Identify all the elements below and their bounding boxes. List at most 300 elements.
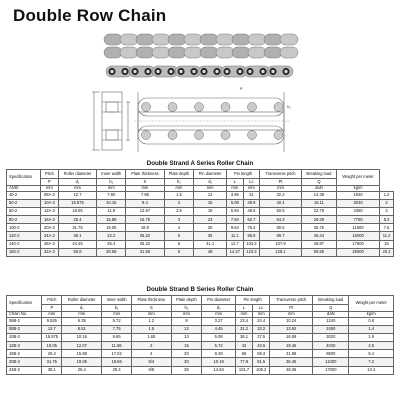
table-row	[7, 191, 394, 199]
table-cell: 32A-2	[41, 248, 59, 256]
table-cell: 25.22	[126, 232, 164, 240]
header-inner: Inner width	[102, 296, 132, 305]
table-cell: 31.55	[126, 248, 164, 256]
table-cell: 11000	[313, 358, 349, 366]
header-weight: Weight per meter	[337, 170, 380, 186]
table-cell: 36.45	[270, 358, 313, 366]
table-cell: 10.24	[270, 317, 313, 325]
table-cell: 5.2	[380, 216, 394, 224]
table-cell: 2.5	[164, 207, 194, 215]
table-cell: 5.94	[226, 207, 243, 215]
sym-breaking: Q	[313, 305, 349, 312]
table-cell: 23.4	[235, 317, 252, 325]
chain-plate	[152, 34, 170, 45]
table-cell: 7.75	[102, 325, 132, 333]
table-cell: 8	[171, 317, 202, 325]
table-cell: 12.7	[42, 325, 62, 333]
table-cell: 14.63	[202, 366, 236, 374]
table-cell: 106.2	[253, 366, 270, 374]
table-cell: 99.7	[260, 232, 302, 240]
roller-pin	[248, 103, 257, 112]
unit-breaking: daN	[313, 311, 349, 317]
sym-pin-diameter: d₂	[194, 179, 227, 186]
header-ansi: ANSI	[7, 185, 41, 191]
table-cell: 123.3	[243, 248, 260, 256]
table-cell: 64.3	[260, 216, 302, 224]
table-cell: 31	[243, 191, 260, 199]
table-cell: 24B-2	[7, 366, 42, 374]
table-cell: 15.88	[97, 216, 126, 224]
table-cell: 9.4	[126, 199, 164, 207]
header-breaking: Breaking load	[301, 170, 336, 179]
table-cell: 5.08	[202, 333, 236, 341]
chain-plate	[120, 34, 138, 45]
table-cell: 95.8	[243, 232, 260, 240]
table-cell: 10.16	[62, 333, 102, 341]
chain-link	[106, 66, 132, 77]
table-cell: 1.5	[164, 191, 194, 199]
table-cell: 32.2	[260, 191, 302, 199]
table-cell: 14.27	[226, 248, 243, 256]
table-cell: 68	[235, 350, 252, 358]
table-cell: 20	[171, 350, 202, 358]
unit-pitch: mm	[42, 311, 62, 317]
table-cell: 6	[164, 240, 194, 248]
unit-inner: mm	[97, 185, 126, 191]
table-cell: 2490	[313, 325, 349, 333]
chain-photo	[100, 30, 300, 82]
table-cell: 50-2	[7, 199, 41, 207]
table-cell: 0.8	[349, 317, 394, 325]
table-cell: 19.56	[102, 358, 132, 366]
table-cell: 38.1	[58, 232, 97, 240]
table-cell: 41.1	[194, 240, 227, 248]
chain-plate	[104, 47, 122, 58]
chain-plate	[136, 34, 154, 45]
chain-plate	[280, 34, 298, 45]
table-cell: 15.875	[42, 333, 62, 341]
table-cell: 3040	[337, 199, 380, 207]
header-chain-no: Chain No.	[7, 311, 42, 317]
table-cell: 19.05	[97, 224, 126, 232]
table-cell: 25.22	[126, 240, 164, 248]
table-cell: 5.72	[102, 317, 132, 325]
table-cell: 7.94	[226, 216, 243, 224]
chain-plate	[248, 47, 266, 58]
table-cell: 3020	[313, 333, 349, 341]
table-cell: 8.51	[62, 325, 102, 333]
table-cell: 13.92	[270, 325, 313, 333]
table-row	[7, 325, 394, 333]
table-cell: 38.1	[42, 366, 62, 374]
chain-plate	[104, 34, 122, 45]
table-cell: 2	[132, 342, 172, 350]
table-cell: 24A-2	[41, 232, 59, 240]
table-cell: 9.54	[226, 224, 243, 232]
header-weight: Weight per meter	[349, 296, 394, 312]
header-transverse: Transverse pitch	[270, 296, 313, 305]
sym-roller: d₁	[58, 179, 97, 186]
table-cell: 5/4	[132, 358, 172, 366]
table-cell: 44.45	[58, 240, 97, 248]
table-cell: 24.4	[253, 317, 270, 325]
table-cell: 4380	[337, 207, 380, 215]
table-cell: 6/5	[132, 366, 172, 374]
unit-transverse: mm	[270, 311, 313, 317]
table-cell: 5.72	[202, 342, 236, 350]
table-cell: 9.525	[42, 317, 62, 325]
unit-plate-depth: mm	[164, 185, 194, 191]
table-cell: 43.6	[253, 342, 270, 350]
chain-plate	[184, 34, 202, 45]
table-cell: 17000	[313, 366, 349, 374]
roller-pin	[168, 131, 177, 140]
table-cell: 31.2	[235, 325, 252, 333]
header-roller: Roller diameter	[62, 296, 102, 305]
table-cell: 12B-2	[7, 342, 42, 350]
table-row	[7, 350, 394, 358]
chain-plate	[216, 47, 234, 58]
table-cell: 120-2	[7, 232, 41, 240]
table-cell: 25000	[337, 248, 380, 256]
table-cell: 15	[171, 342, 202, 350]
table-row	[7, 248, 394, 256]
table-row	[7, 333, 394, 341]
table-cell: 31.75	[42, 358, 62, 366]
table-cell: 20B-2	[7, 358, 42, 366]
table-row	[7, 232, 394, 240]
table-cell: 15.88	[62, 350, 102, 358]
table-cell: 1.9	[349, 333, 394, 341]
table-cell: 48.6	[243, 207, 260, 215]
table-cell: 12.7	[226, 240, 243, 248]
table-cell: 2	[380, 199, 394, 207]
unit-pin-lc: mm	[253, 311, 270, 317]
table-cell: 7.6	[380, 224, 394, 232]
table-cell: 11.9	[97, 207, 126, 215]
table-cell: 16000	[337, 232, 380, 240]
chain-link	[198, 66, 224, 77]
table-cell: 20.2	[380, 248, 394, 256]
header-inner: Inner width	[97, 170, 126, 179]
table-cell: 15	[380, 240, 394, 248]
chain-plate	[168, 47, 186, 58]
table-cell: 11.68	[102, 342, 132, 350]
table-cell: 5.08	[226, 199, 243, 207]
table-cell: 45.44	[301, 232, 336, 240]
table-cell: 1.4	[349, 325, 394, 333]
table-cell: 2	[164, 199, 194, 207]
table-cell: 48.36	[270, 366, 313, 374]
table-cell: 50.5	[260, 207, 302, 215]
table-cell: 40.4	[260, 199, 302, 207]
table-b	[6, 295, 394, 375]
table-cell: 5.4	[349, 350, 394, 358]
table-cell: 10.16	[97, 199, 126, 207]
table-row	[7, 366, 394, 374]
table-cell: 19.05	[62, 358, 102, 366]
table-cell: 4	[132, 350, 172, 358]
unit-roller: mm	[58, 185, 97, 191]
sym-plate-thickness: S	[126, 179, 164, 186]
header-pin-length: Pin length	[235, 296, 269, 305]
svg-text:P: P	[240, 86, 243, 91]
table-cell: 12.07	[62, 342, 102, 350]
unit-weight: kg/m	[349, 311, 394, 317]
table-cell: 14.38	[301, 191, 336, 199]
roller-pin	[195, 103, 204, 112]
unit-pin-lc: mm	[243, 185, 260, 191]
header-plate-depth: Plate depth	[164, 170, 194, 179]
table-cell: 12.7	[58, 191, 97, 199]
roller-pin	[142, 103, 151, 112]
table-cell: 25.4	[42, 350, 62, 358]
sym-breaking: Q	[301, 179, 336, 186]
table-cell: 128.1	[260, 248, 302, 256]
table-cell: 17.02	[102, 350, 132, 358]
table-cell: 1.5	[132, 325, 172, 333]
table-cell: 19.46	[270, 342, 313, 350]
table-cell: 7.2	[349, 358, 394, 366]
table-cell: 3	[164, 216, 194, 224]
table-cell: 25.4	[97, 240, 126, 248]
unit-pin-l: mm	[226, 185, 243, 191]
table-cell: 3	[380, 207, 394, 215]
table-cell: 15.75	[126, 216, 164, 224]
table-cell: 25.4	[62, 366, 102, 374]
roller-pin	[274, 103, 283, 112]
unit-roller: mm	[62, 311, 102, 317]
sym-plate-thickness: S	[132, 305, 172, 312]
table-cell: 17600	[337, 240, 380, 248]
table-cell: 103.3	[243, 240, 260, 248]
header-plate-thickness: Plate thickness	[126, 170, 164, 179]
table-cell: 31.75	[58, 224, 97, 232]
roller-pin	[221, 131, 230, 140]
table-row	[7, 358, 394, 366]
chain-drawing	[90, 82, 300, 162]
table-cell: 8500	[313, 350, 349, 358]
table-cell: 1920	[337, 191, 380, 199]
table-cell: 160-2	[7, 248, 41, 256]
roller-pin	[195, 131, 204, 140]
table-cell: 58.55	[301, 248, 336, 256]
table-row	[7, 342, 394, 350]
chain-plate	[264, 34, 282, 45]
header-transverse: Transverse pitch	[260, 170, 302, 179]
table-cell: 15	[194, 199, 227, 207]
table-cell: 140-2	[7, 240, 41, 248]
sym-pin-lc: Lc	[253, 305, 270, 312]
table-cell: 18.9	[126, 224, 164, 232]
header-spec: Specification	[7, 170, 41, 186]
table-cell: 31.88	[270, 350, 313, 358]
table-cell: 11.2	[380, 232, 394, 240]
table-cell: 11.1	[226, 232, 243, 240]
table-cell: 81.5	[253, 358, 270, 366]
table-cell: 7.90	[97, 191, 126, 199]
table-cell: 08A-2	[41, 191, 59, 199]
unit-plate-depth: mm	[171, 311, 202, 317]
table-row	[7, 224, 394, 232]
table-cell: 10B-2	[7, 333, 42, 341]
table-cell: 25.4	[58, 216, 97, 224]
table-cell: 101.7	[235, 366, 252, 374]
table-cell: 18.11	[301, 199, 336, 207]
table-cell: 30	[171, 358, 202, 366]
chain-link	[129, 66, 155, 77]
sym-pin-l: L	[235, 305, 252, 312]
chain-plate	[152, 47, 170, 58]
sym-plate-depth: h₂	[171, 305, 202, 312]
header-breaking: Breaking load	[313, 296, 349, 305]
chain-plate	[216, 34, 234, 45]
table-cell: 13.4	[349, 366, 394, 374]
table-cell: 36	[194, 232, 227, 240]
table-a-title: Double Strand A Series Roller Chain	[146, 160, 254, 167]
table-cell: 29.29	[301, 216, 336, 224]
chain-link	[152, 66, 178, 77]
table-cell: 100-2	[7, 224, 41, 232]
chain-plate	[264, 47, 282, 58]
table-cell: 69.3	[253, 350, 270, 358]
table-cell: 13	[171, 333, 202, 341]
sym-roller: d₁	[62, 305, 102, 312]
chain-link	[267, 66, 293, 77]
table-cell: 1240	[313, 317, 349, 325]
sym-pitch: P	[42, 305, 62, 312]
table-cell: 48.87	[301, 240, 336, 248]
table-cell: 10A-2	[41, 199, 59, 207]
chain-plate	[120, 47, 138, 58]
roller-pin	[274, 131, 283, 140]
sym-inner: b₁	[97, 179, 126, 186]
table-cell: 80-2	[7, 216, 41, 224]
chain-plate	[168, 34, 186, 45]
chain-plate	[200, 34, 218, 45]
table-cell: 7.85	[126, 191, 164, 199]
table-cell: 23	[194, 216, 227, 224]
table-cell: 18	[194, 207, 227, 215]
table-a	[6, 169, 394, 257]
chain-link	[175, 66, 201, 77]
unit-breaking: daN	[301, 185, 336, 191]
chain-plate	[184, 47, 202, 58]
header-plate-thickness: Plate thickness	[132, 296, 172, 305]
table-cell: 40-2	[7, 191, 41, 199]
sym-pin-lc: Lc	[243, 179, 260, 186]
unit-pin-diameter: mm	[202, 311, 236, 317]
table-cell: 6.35	[62, 317, 102, 325]
chain-plate	[280, 47, 298, 58]
table-cell: 4040	[313, 342, 349, 350]
table-row	[7, 240, 394, 248]
roller-pin	[221, 103, 230, 112]
sym-pin-l: L	[226, 179, 243, 186]
table-cell: 2.5	[349, 342, 394, 350]
header-roller: Roller diameter	[58, 170, 97, 179]
unit-inner: mm	[102, 311, 132, 317]
table-cell: 7780	[337, 216, 380, 224]
table-cell: 3.96	[226, 191, 243, 199]
table-cell: 16B-2	[7, 350, 42, 358]
unit-plate-thickness: mm	[126, 185, 164, 191]
svg-text:h₂: h₂	[287, 104, 291, 109]
table-cell: 42	[235, 342, 252, 350]
chain-link	[244, 66, 270, 77]
chain-plate	[232, 47, 250, 58]
table-cell: 35.76	[301, 224, 336, 232]
table-cell: 06B-2	[7, 317, 42, 325]
header-pitch: Pitch	[41, 170, 59, 179]
unit-pitch: mm	[41, 185, 59, 191]
header-pin-length: Pin length	[226, 170, 259, 179]
table-cell: 50.8	[58, 248, 97, 256]
table-cell: 9.65	[102, 333, 132, 341]
header-spec: Specification	[7, 296, 42, 312]
table-cell: 1.2	[132, 317, 172, 325]
table-cell: 19.05	[42, 342, 62, 350]
sym-pitch: P	[41, 179, 59, 186]
table-row	[7, 317, 394, 325]
table-cell: 28A-2	[41, 240, 59, 248]
table-cell: 10.19	[202, 358, 236, 366]
unit-pin-diameter: mm	[194, 185, 227, 191]
table-cell: 28.58	[97, 248, 126, 256]
roller-pin	[142, 131, 151, 140]
table-cell: 60-2	[7, 207, 41, 215]
unit-plate-thickness: mm	[132, 311, 172, 317]
table-cell: 4	[164, 224, 194, 232]
table-cell: 32.2	[253, 325, 270, 333]
table-cell: 16.59	[270, 333, 313, 341]
table-cell: 62.7	[243, 216, 260, 224]
table-row	[7, 216, 394, 224]
table-cell: 16A-2	[41, 216, 59, 224]
table-cell: 20A-2	[41, 224, 59, 232]
table-cell: 36.1	[235, 333, 252, 341]
table-cell: 1.2	[380, 191, 394, 199]
sym-transverse: Pt	[260, 179, 302, 186]
header-pitch: Pitch	[42, 296, 62, 305]
table-cell: 8.28	[202, 350, 236, 358]
table-cell: 36	[171, 366, 202, 374]
table-cell: 22.78	[301, 207, 336, 215]
table-cell: 80.5	[260, 224, 302, 232]
unit-weight: kg/m	[337, 185, 380, 191]
table-cell: 3.27	[202, 317, 236, 325]
table-cell: 38.9	[243, 199, 260, 207]
chain-plate	[232, 34, 250, 45]
chain-plate	[200, 47, 218, 58]
table-cell: 6	[164, 248, 194, 256]
table-cell: 12.57	[126, 207, 164, 215]
table-row	[7, 207, 394, 215]
table-cell: 5	[164, 232, 194, 240]
chain-link	[221, 66, 247, 77]
table-cell: 19.05	[58, 207, 97, 215]
page-title: Double Row Chain	[13, 6, 167, 25]
chain-plate	[248, 34, 266, 45]
table-cell: 48	[194, 248, 227, 256]
table-cell: 30	[194, 224, 227, 232]
table-cell: 1.65	[132, 333, 172, 341]
table-cell: 77.8	[235, 358, 252, 366]
table-cell: 76.4	[243, 224, 260, 232]
table-row	[7, 199, 394, 207]
table-cell: 22.2	[97, 232, 126, 240]
table-cell: 11600	[337, 224, 380, 232]
